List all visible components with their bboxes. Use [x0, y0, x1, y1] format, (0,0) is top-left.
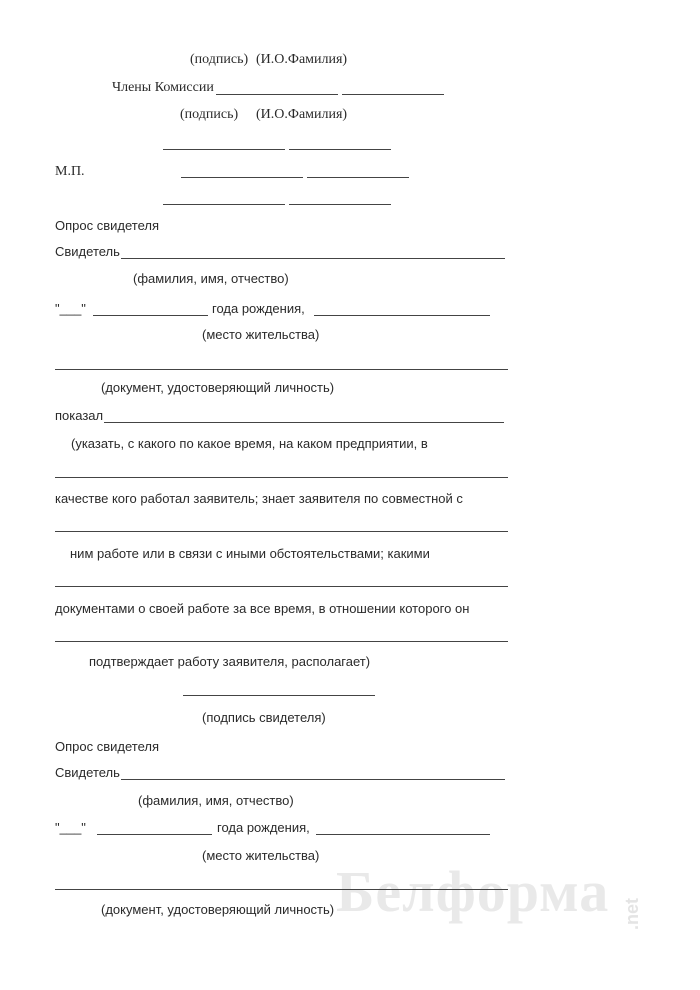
witness-signature-caption: (подпись свидетеля) — [202, 710, 326, 725]
name-caption: (И.О.Фамилия) — [256, 107, 348, 122]
fio-caption: (фамилия, имя, отчество) — [133, 271, 289, 286]
birth-day-field[interactable]: "___" — [55, 301, 86, 316]
witness-fio-line[interactable] — [121, 779, 505, 780]
commission-members-label: Члены Комиссии — [112, 80, 214, 95]
witness-label: Свидетель — [55, 244, 120, 259]
member-name-line[interactable] — [289, 149, 391, 150]
fio-caption: (фамилия, имя, отчество) — [138, 793, 294, 808]
birth-year-label: года рождения, — [212, 301, 305, 316]
birth-day-field[interactable]: "___" — [55, 820, 86, 835]
id-document-caption: (документ, удостоверяющий личность) — [101, 902, 335, 917]
testified-label: показал — [55, 408, 104, 423]
signature-caption: (подпись) — [180, 107, 239, 122]
testimony-instruction: подтверждает работу заявителя, располагает) — [89, 654, 371, 669]
testimony-line[interactable] — [55, 531, 508, 532]
witness-section-title: Опрос свидетеля — [55, 218, 160, 233]
member-signature-line[interactable] — [163, 204, 285, 205]
witness-fio-line[interactable] — [121, 258, 505, 259]
residence-line[interactable] — [55, 889, 508, 890]
name-caption: (И.О.Фамилия) — [256, 52, 348, 67]
testimony-instruction: ним работе или в связи с иными обстоятельствами; какими — [70, 546, 430, 561]
testimony-line[interactable] — [55, 641, 508, 642]
birth-date-line[interactable] — [93, 315, 208, 316]
signature-caption: (подпись) — [190, 52, 249, 67]
testimony-instruction: документами о своей работе за все время, в отношении которого он — [55, 601, 470, 616]
testimony-line[interactable] — [55, 586, 508, 587]
member-name-line[interactable] — [307, 177, 409, 178]
testimony-instruction: (указать, с какого по какое время, на каком предприятии, в — [71, 436, 428, 451]
member-signature-line[interactable] — [163, 149, 285, 150]
watermark-logo: Белформа — [336, 859, 610, 924]
witness-section-title: Опрос свидетеля — [55, 739, 160, 754]
id-document-caption: (документ, удостоверяющий личность) — [101, 380, 335, 395]
testimony-line[interactable] — [104, 422, 504, 423]
testimony-instruction: качестве кого работал заявитель; знает заявителя по совместной с — [55, 491, 463, 506]
member-name-line[interactable] — [289, 204, 391, 205]
birth-year-line[interactable] — [316, 834, 490, 835]
birth-date-line[interactable] — [97, 834, 212, 835]
residence-line[interactable] — [55, 369, 508, 370]
witness-label: Свидетель — [55, 765, 120, 780]
member-name-line[interactable] — [342, 94, 444, 95]
member-signature-line[interactable] — [216, 94, 338, 95]
residence-caption: (место жительства) — [202, 848, 320, 863]
watermark-domain: .net — [622, 897, 642, 930]
witness-signature-line[interactable] — [183, 695, 375, 696]
birth-year-label: года рождения, — [217, 820, 310, 835]
birth-year-line[interactable] — [314, 315, 490, 316]
member-signature-line[interactable] — [181, 177, 303, 178]
seal-label: М.П. — [55, 164, 85, 179]
residence-caption: (место жительства) — [202, 327, 320, 342]
testimony-line[interactable] — [55, 477, 508, 478]
